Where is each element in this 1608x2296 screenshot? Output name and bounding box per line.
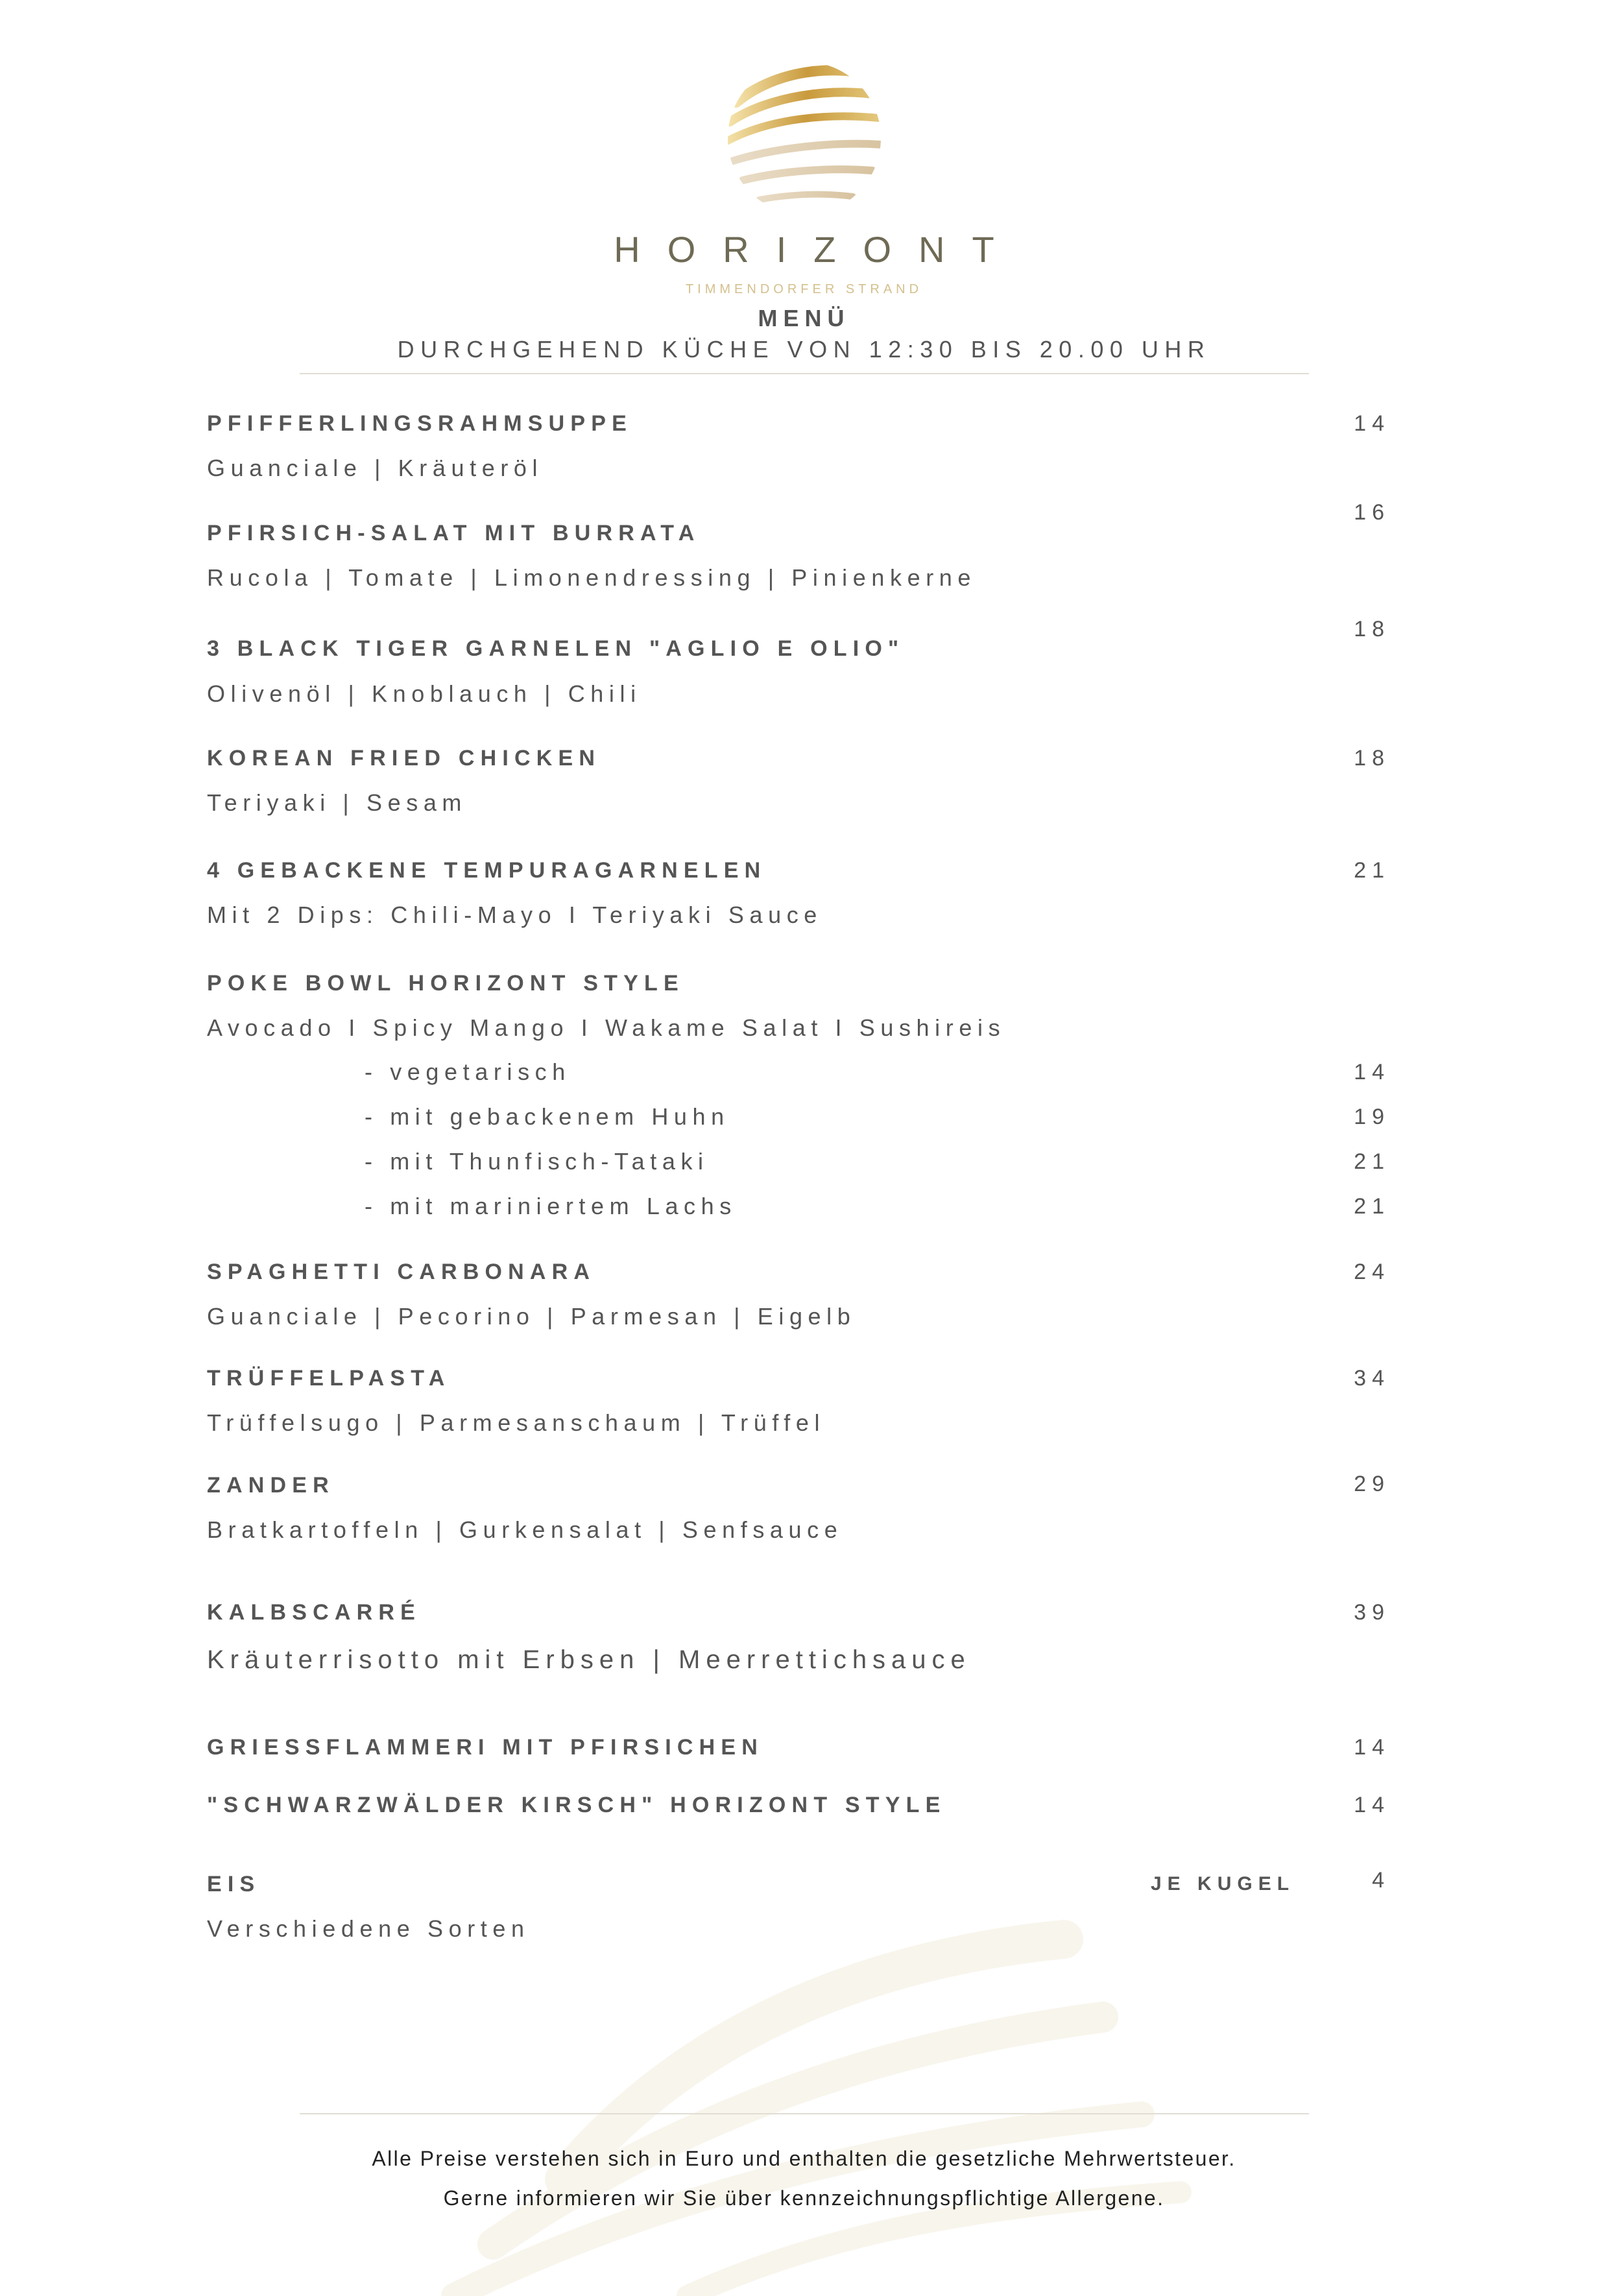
item-price: 39	[1354, 1600, 1390, 1625]
item-price: 34	[1354, 1366, 1390, 1391]
item-price: 29	[1354, 1472, 1390, 1496]
page-title: MENÜ	[758, 305, 850, 331]
item-name: SPAGHETTI CARBONARA	[207, 1260, 596, 1284]
item-description: Kräuterrisotto mit Erbsen | Meerrettichsauce	[207, 1645, 971, 1674]
horizont-logo-icon	[723, 57, 885, 219]
kitchen-hours: DURCHGEHEND KÜCHE VON 12:30 BIS 20.00 UHR	[397, 336, 1211, 363]
item-option: - mit mariniertem Lachs	[365, 1193, 737, 1219]
item-name: EIS	[207, 1872, 261, 1896]
item-option-price: 21	[1354, 1194, 1390, 1219]
header-divider	[300, 373, 1309, 374]
item-name: TRÜFFELPASTA	[207, 1366, 451, 1391]
item-price: 14	[1354, 1735, 1390, 1760]
item-name: 3 BLACK TIGER GARNELEN "AGLIO E OLIO"	[207, 636, 905, 661]
item-price: 18	[1354, 617, 1390, 641]
footer-note-prices: Alle Preise verstehen sich in Euro und enthalten die gesetzliche Mehrwertsteuer.	[372, 2147, 1236, 2170]
item-price: 24	[1354, 1260, 1390, 1284]
footer-divider	[300, 2113, 1309, 2114]
item-price: 14	[1354, 1793, 1390, 1817]
item-description: Teriyaki | Sesam	[207, 789, 468, 816]
item-description: Guanciale | Kräuteröl	[207, 455, 544, 481]
item-unit: JE KUGEL	[1151, 1873, 1295, 1895]
item-description: Mit 2 Dips: Chili-Mayo I Teriyaki Sauce	[207, 902, 822, 928]
item-price: 18	[1354, 746, 1390, 771]
item-name: GRIESSFLAMMERI MIT PFIRSICHEN	[207, 1735, 764, 1760]
item-price: 21	[1354, 858, 1390, 883]
item-name: PFIFFERLINGSRAHMSUPPE	[207, 411, 633, 436]
item-description: Rucola | Tomate | Limonendressing | Pinienkerne	[207, 564, 977, 591]
item-option: - vegetarisch	[365, 1058, 571, 1085]
item-option-price: 19	[1354, 1105, 1390, 1129]
item-description: Guanciale | Pecorino | Parmesan | Eigelb	[207, 1303, 856, 1330]
item-price: 16	[1354, 500, 1390, 525]
item-option-price: 21	[1354, 1149, 1390, 1174]
item-name: 4 GEBACKENE TEMPURAGARNELEN	[207, 858, 767, 883]
item-description: Trüffelsugo | Parmesanschaum | Trüffel	[207, 1409, 826, 1436]
item-option-price: 14	[1354, 1060, 1390, 1084]
brand-location: TIMMENDORFER STRAND	[685, 282, 923, 296]
item-description: Olivenöl | Knoblauch | Chili	[207, 680, 642, 707]
item-price: 14	[1354, 411, 1390, 436]
item-name: "SCHWARZWÄLDER KIRSCH" HORIZONT STYLE	[207, 1793, 946, 1817]
item-description: Bratkartoffeln | Gurkensalat | Senfsauce	[207, 1516, 843, 1543]
item-name: ZANDER	[207, 1473, 335, 1498]
wave-watermark	[415, 1881, 1232, 2296]
item-description: Verschiedene Sorten	[207, 1915, 530, 1942]
item-name: KALBSCARRÉ	[207, 1600, 421, 1625]
item-name: PFIRSICH-SALAT MIT BURRATA	[207, 521, 701, 545]
item-option: - mit Thunfisch-Tataki	[365, 1148, 709, 1175]
item-name: POKE BOWL HORIZONT STYLE	[207, 971, 684, 996]
footer-note-allergens: Gerne informieren wir Sie über kennzeichnungspflichtige Allergene.	[443, 2186, 1165, 2210]
brand-name: HORIZONT	[614, 229, 1022, 270]
item-name: KOREAN FRIED CHICKEN	[207, 746, 601, 771]
item-price: 4	[1372, 1868, 1390, 1893]
item-description: Avocado I Spicy Mango I Wakame Salat I Sushireis	[207, 1014, 1006, 1041]
item-option: - mit gebackenem Huhn	[365, 1103, 730, 1130]
